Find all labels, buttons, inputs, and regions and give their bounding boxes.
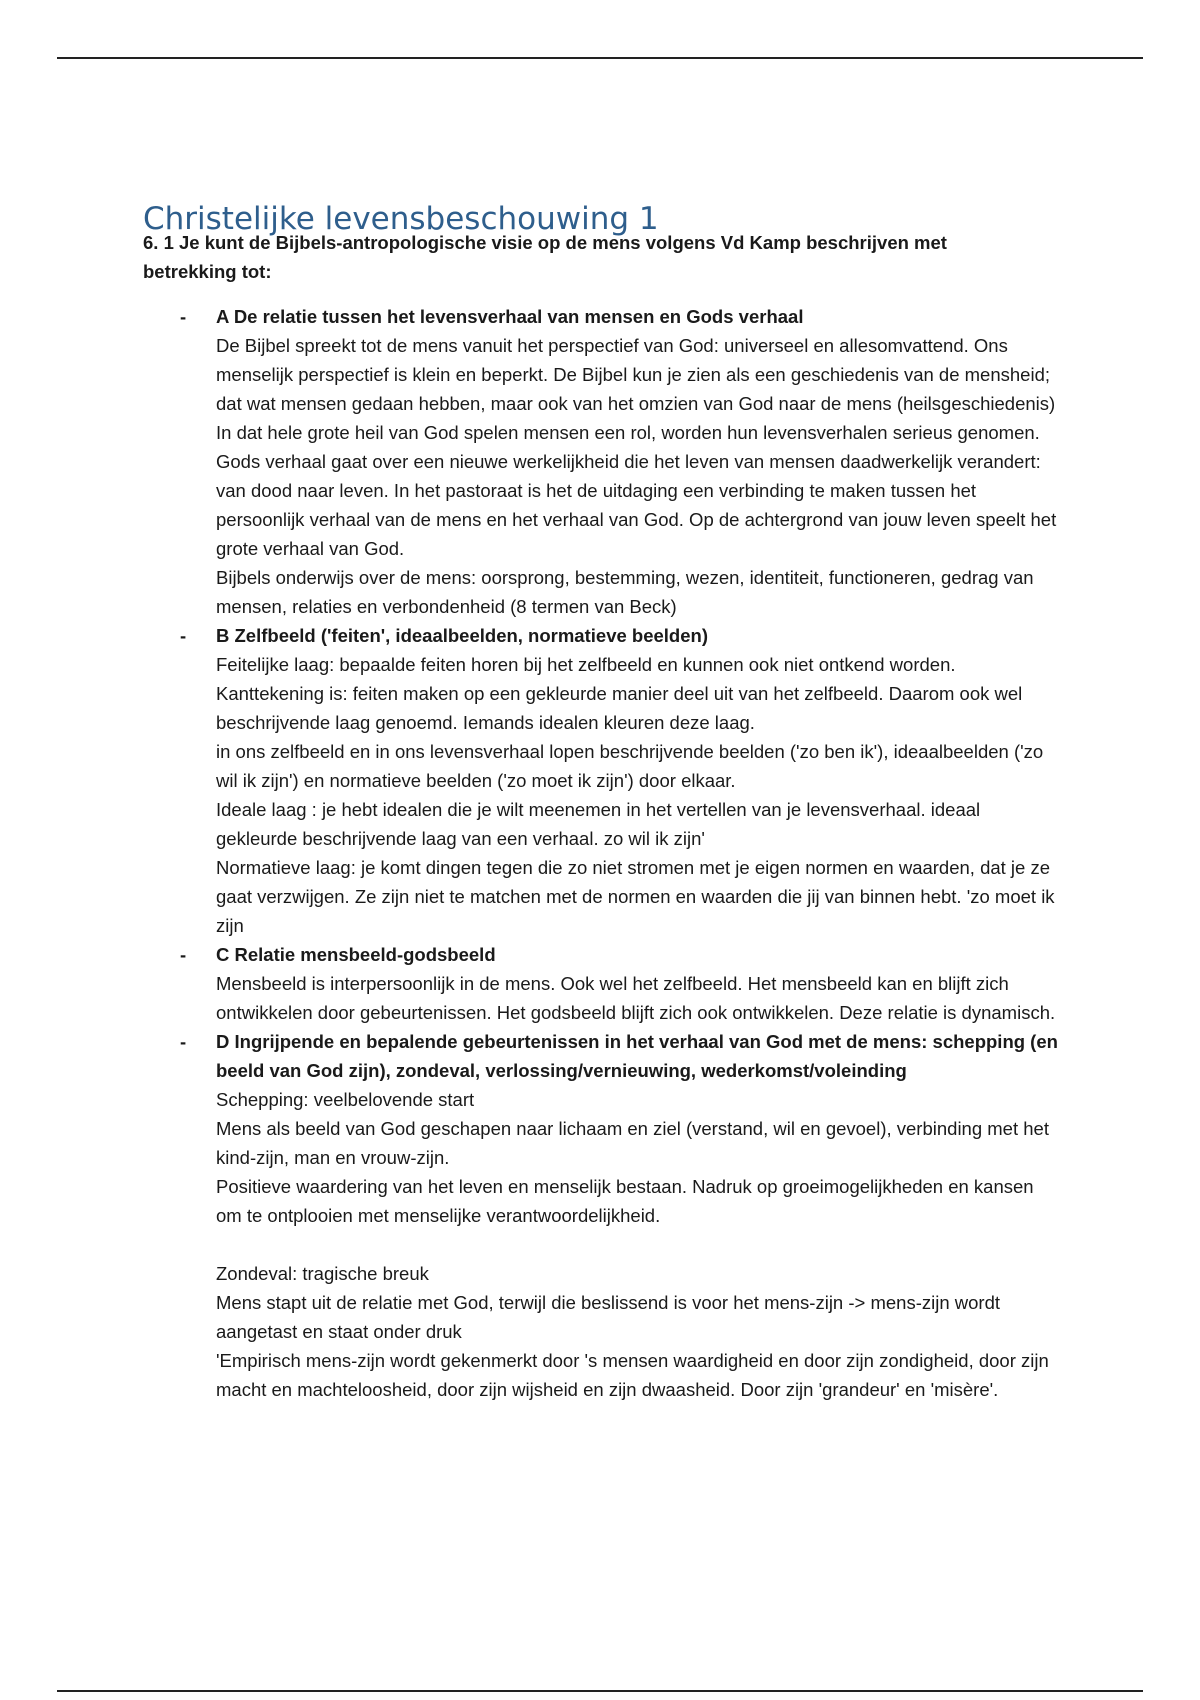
paragraph: Normatieve laag: je komt dingen tegen die zo niet stromen met je eigen normen en waarden, dat je ze gaat verzwijgen. Ze zijn niet te matchen met de normen en waarden die jij van binnen hebt. 'zo moet ik zijn (216, 857, 1055, 936)
section-heading: C Relatie mensbeeld-godsbeeld (216, 944, 496, 965)
page-title: Christelijke levensbeschouwing 1 (143, 200, 659, 237)
section-heading: A De relatie tussen het levensverhaal van mensen en Gods verhaal (216, 306, 804, 327)
paragraph: 'Empirisch mens-zijn wordt gekenmerkt door 's mensen waardigheid en door zijn zondigheid, door zijn macht en machteloosheid, door zijn wijsheid en zijn dwaasheid. Door zijn 'grandeur' en 'misère'. (216, 1350, 1049, 1400)
section-heading: B Zelfbeeld ('feiten', ideaalbeelden, normatieve beelden) (216, 625, 708, 646)
paragraph: Mens als beeld van God geschapen naar lichaam en ziel (verstand, wil en gevoel), verbinding met het kind-zijn, man en vrouw-zijn. (216, 1118, 1049, 1168)
footer-rule (57, 1690, 1143, 1692)
paragraph: Mens stapt uit de relatie met God, terwijl die beslissend is voor het mens-zijn -> mens-zijn wordt aangetast en staat onder druk (216, 1292, 1001, 1342)
bullet-dash: - (180, 944, 187, 965)
paragraph: Feitelijke laag: bepaalde feiten horen bij het zelfbeeld en kunnen ook niet ontkend worden. Kanttekening is: feiten maken op een gekleurde manier deel uit van het zelfbeeld. Daarom ook wel beschrijvende laag genoemd. Iemands idealen kleuren deze laag. (216, 654, 1023, 733)
paragraph: Zondeval: tragische breuk (216, 1263, 429, 1284)
paragraph: Ideale laag : je hebt idealen die je wilt meenemen in het vertellen van je levensverhaal. ideaal gekleurde beschrijvende laag van een verhaal. zo wil ik zijn' (216, 799, 981, 849)
section-d (143, 1027, 1063, 1404)
bullet-dash: - (180, 625, 187, 646)
section-list (143, 302, 1063, 1404)
paragraph: De Bijbel spreekt tot de mens vanuit het perspectief van God: universeel en allesomvattend. Ons menselijk perspectief is klein en beperkt. De Bijbel kun je zien als een geschiedenis van de mensheid; dat wat mensen gedaan hebben, maar ook van het omzien van God naar de mens (heilsgeschiedenis) In dat hele grote heil van God spelen mensen een rol, worden hun levensverhalen serieus genomen. Gods verhaal gaat over een nieuwe werkelijkheid die het leven van mensen daadwerkelijk verandert: van dood naar leven. In het pastoraat is het de uitdaging een verbinding te maken tussen het persoonlijk verhaal van de mens en het verhaal van God. Op de achtergrond van jouw leven speelt het grote verhaal van God. (216, 335, 1057, 559)
blank-line (216, 1230, 1063, 1259)
paragraph: Mensbeeld is interpersoonlijk in de mens. Ook wel het zelfbeeld. Het mensbeeld kan en blijft zich ontwikkelen door gebeurtenissen. Het godsbeeld blijft zich ook ontwikkelen. Deze relatie is dynamisch. (216, 973, 1056, 1023)
paragraph: Positieve waardering van het leven en menselijk bestaan. Nadruk op groeimogelijkheden en kansen om te ontplooien met menselijke verantwoordelijkheid. (216, 1176, 1034, 1226)
section-b (143, 621, 1063, 940)
question-heading: 6. 1 Je kunt de Bijbels-antropologische visie op de mens volgens Vd Kamp beschrijven met betrekking tot: (143, 232, 947, 282)
header-rule (57, 57, 1143, 59)
paragraph: Schepping: veelbelovende start (216, 1089, 475, 1110)
section-c (143, 940, 1063, 1027)
paragraph: Bijbels onderwijs over de mens: oorsprong, bestemming, wezen, identiteit, functioneren, gedrag van mensen, relaties en verbondenheid (8 termen van Beck) (216, 567, 1034, 617)
section-a (143, 302, 1063, 621)
bullet-dash: - (180, 306, 187, 327)
section-heading: D Ingrijpende en bepalende gebeurtenissen in het verhaal van God met de mens: schepping (en beeld van God zijn), zondeval, verlossing/vernieuwing, wederkomst/voleinding (216, 1031, 1058, 1081)
bullet-dash: - (180, 1031, 187, 1052)
paragraph: in ons zelfbeeld en in ons levensverhaal lopen beschrijvende beelden ('zo ben ik'), ideaalbeelden ('zo wil ik zijn') en normatieve beelden ('zo moet ik zijn') door elkaar. (216, 741, 1044, 791)
